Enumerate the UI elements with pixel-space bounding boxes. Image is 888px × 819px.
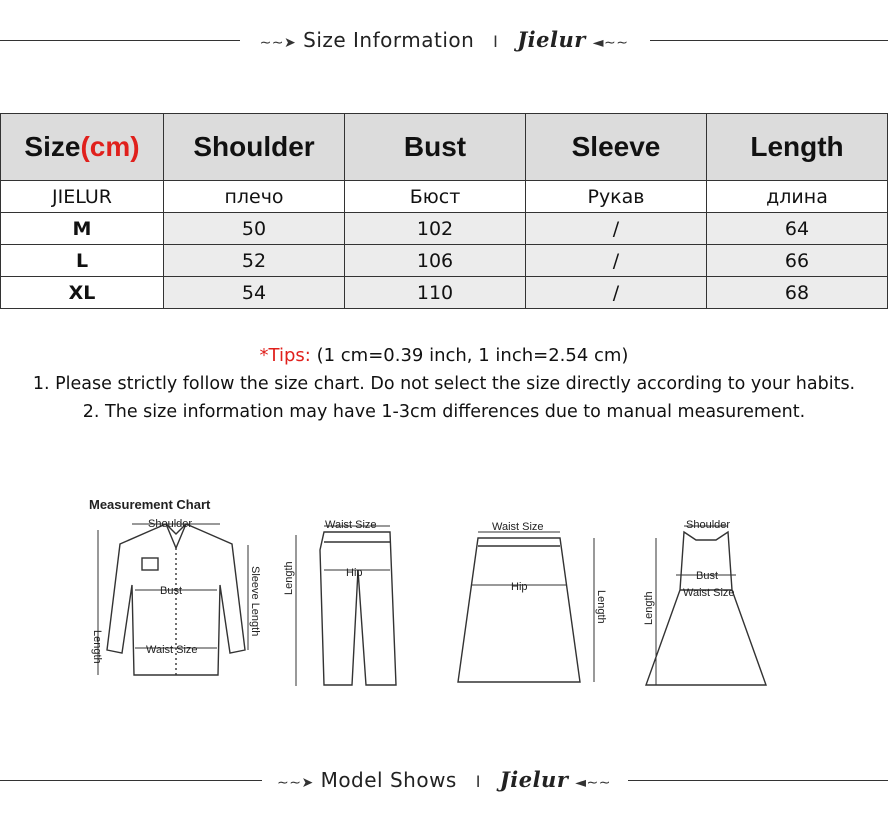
shirt-bust-label: Bust: [160, 585, 183, 597]
column-header-size: Size(cm): [1, 114, 164, 181]
table-row: [1, 245, 888, 277]
tips-line: [0, 345, 888, 367]
wave-arrow-icon: ◄∼∼: [575, 775, 611, 791]
size-cell: XL: [1, 277, 164, 309]
skirt-diagram: [458, 538, 580, 682]
table-cell: 54: [164, 277, 345, 309]
tip-note-1: 1. Please strictly follow the size chart. Do not select the size directly according to your habits.: [32, 374, 856, 394]
tip-note-2: 2. The size information may have 1-3cm differences due to manual measurement.: [82, 402, 806, 422]
skirt-outline: [458, 538, 580, 682]
table-cell: Бюст: [345, 181, 526, 213]
skirt-waist-label: Waist Size: [492, 521, 544, 533]
skirt-length-label: Length: [595, 590, 607, 624]
dress-bust-label: Bust: [696, 570, 719, 582]
table-header-row: [1, 114, 888, 181]
table-cell: 102: [345, 213, 526, 245]
table-cell: /: [526, 213, 707, 245]
table-row: [1, 277, 888, 309]
dress-diagram: [646, 532, 766, 685]
pants-outline: [320, 532, 396, 685]
table-cell: плечо: [164, 181, 345, 213]
table-subheader-row: [1, 181, 888, 213]
size-information-banner: [0, 25, 888, 55]
brand-name: Jielur: [499, 767, 569, 792]
size-cell: L: [1, 245, 164, 277]
table-cell: JIELUR: [1, 181, 164, 213]
table-cell: Рукав: [526, 181, 707, 213]
dress-length-label: Length: [643, 591, 655, 625]
column-header-sleeve: Sleeve: [526, 114, 707, 181]
table-cell: 68: [707, 277, 888, 309]
table-cell: /: [526, 245, 707, 277]
table-row: [1, 213, 888, 245]
dress-outline: [646, 532, 766, 685]
column-header-bust: Bust: [345, 114, 526, 181]
shirt-shoulder-label: Shoulder: [148, 518, 193, 530]
banner-title: Size Information: [303, 28, 475, 52]
brand-name: Jielur: [517, 27, 586, 52]
table-cell: 52: [164, 245, 345, 277]
tips-conversion: (1 cm=0.39 inch, 1 inch=2.54 cm): [310, 345, 629, 366]
measurement-chart-title: Measurement Chart: [89, 497, 211, 512]
measurement-chart-illustration: [80, 490, 780, 700]
pants-length-label: Length: [283, 561, 295, 595]
table-cell: 64: [707, 213, 888, 245]
pants-waist-label: Waist Size: [325, 519, 377, 531]
table-cell: длина: [707, 181, 888, 213]
pants-hip-label: Hip: [346, 567, 363, 579]
shirt-length-label: Length: [91, 630, 103, 664]
shirt-sleeve-label: Sleeve Length: [249, 566, 261, 637]
dress-waist-label: Waist Size: [683, 587, 735, 599]
model-shows-banner: [0, 765, 888, 795]
dress-shoulder-label: Shoulder: [686, 519, 731, 531]
table-cell: 66: [707, 245, 888, 277]
pants-diagram: [320, 532, 396, 685]
skirt-hip-label: Hip: [511, 581, 528, 593]
column-header-shoulder: Shoulder: [164, 114, 345, 181]
tips-label: *Tips:: [259, 345, 311, 366]
wave-arrow-icon: ∼∼➤: [259, 35, 297, 51]
wave-arrow-icon: ◄∼∼: [592, 35, 629, 51]
table-cell: 106: [345, 245, 526, 277]
table-cell: /: [526, 277, 707, 309]
wave-arrow-icon: ∼∼➤: [277, 775, 314, 791]
shirt-waist-label: Waist Size: [146, 644, 198, 656]
footer-separator: I: [475, 772, 481, 791]
measurement-chart: [80, 490, 780, 700]
unit-label: (cm): [80, 131, 140, 162]
table-cell: 50: [164, 213, 345, 245]
column-header-length: Length: [707, 114, 888, 181]
banner-separator: I: [493, 32, 499, 51]
footer-title: Model Shows: [320, 768, 457, 792]
table-cell: 110: [345, 277, 526, 309]
size-cell: M: [1, 213, 164, 245]
shirt-pocket: [142, 558, 158, 570]
size-table: [0, 113, 888, 309]
